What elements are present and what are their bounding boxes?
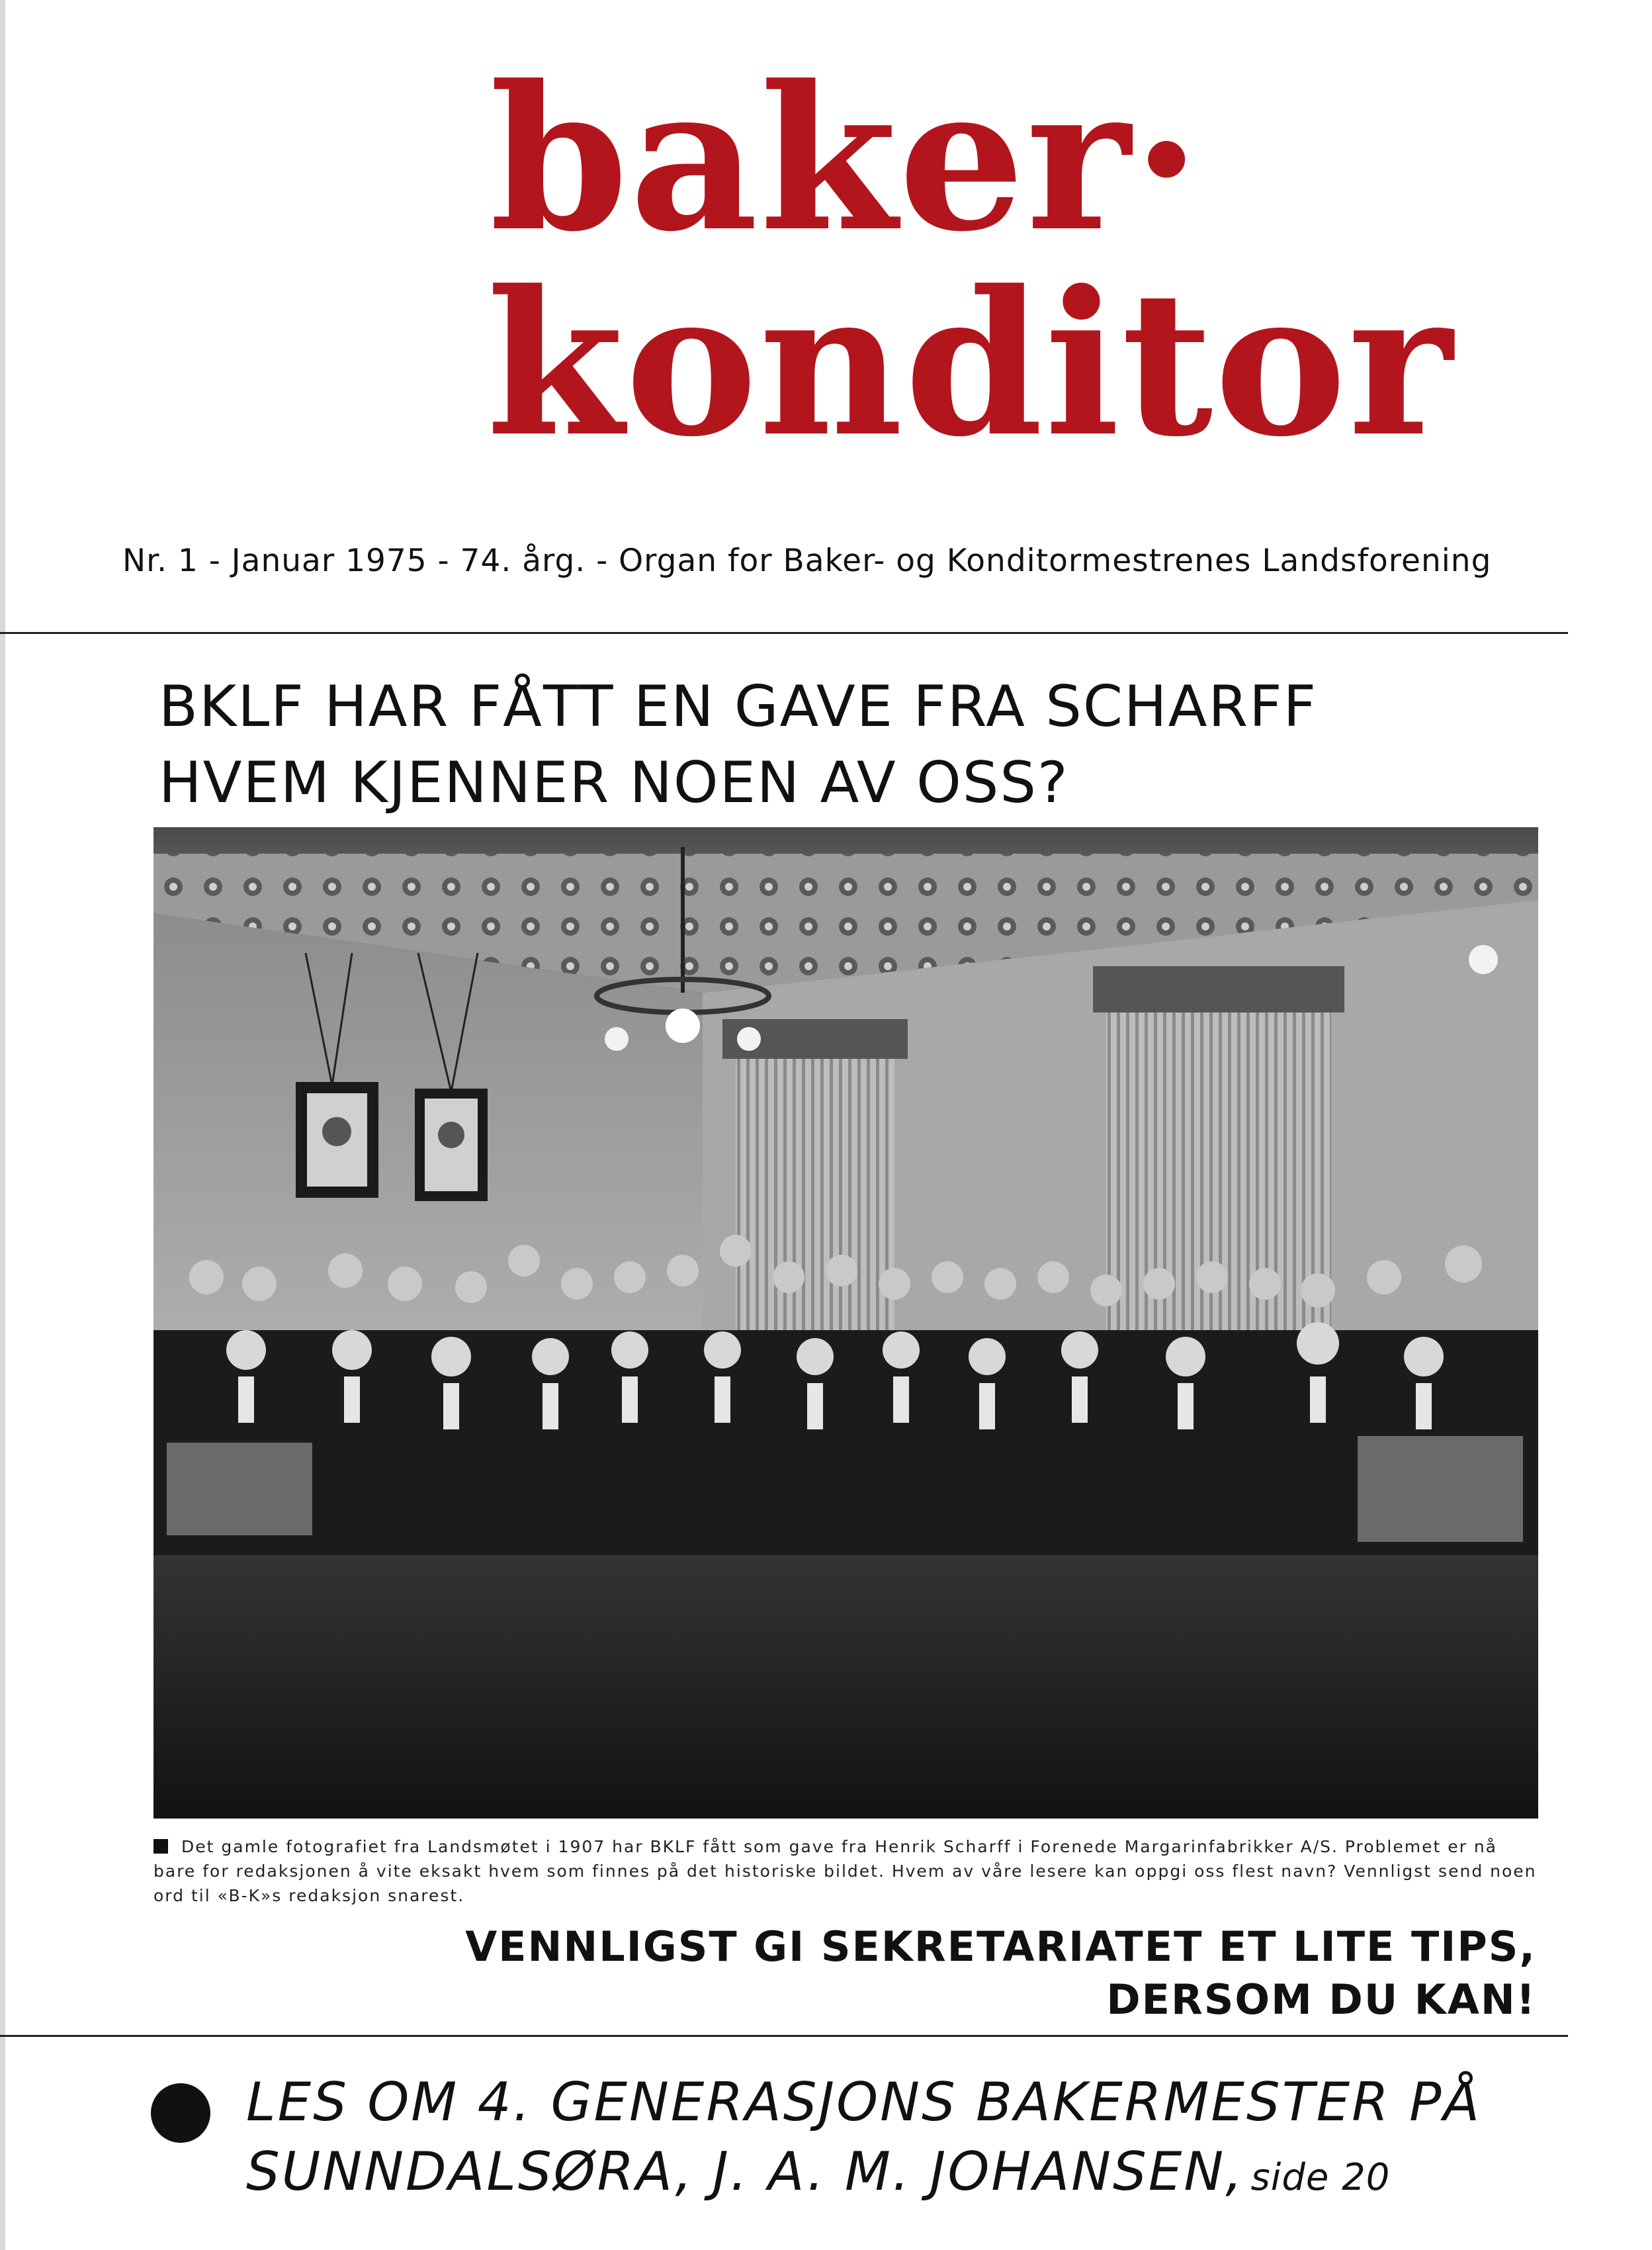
caption-text: Det gamle fotografiet fra Landsmøtet i 1907 har BKLF fått som gave fra Henrik Scharff i Forenede Margarinfabrikker A/S. Problemet er nå bare for redaksjonen å vite eksakt hvem som finnes på det historiske bildet. Hvem av våre lesere kan oppgi oss flest navn? Vennligst send noen ord til «B-K»s redaksjon snarest. (153, 1837, 1537, 1905)
masthead-title-line-1: baker· (490, 42, 1203, 275)
photo-caption (153, 1834, 1538, 1908)
historic-group-photo (153, 827, 1538, 1819)
call-to-action-line-2: DERSOM DU KAN! (1106, 1975, 1536, 2024)
teaser-line-1: LES OM 4. GENERASJONS BAKERMESTER PÅ (246, 2071, 1482, 2133)
headline-line-1: BKLF HAR FÅTT EN GAVE FRA SCHARFF (159, 674, 1318, 740)
divider-bottom (0, 2035, 1568, 2037)
masthead-title-line-2: konditor (486, 247, 1454, 480)
teaser-line-2 (246, 2141, 1390, 2202)
square-bullet-icon (153, 1839, 168, 1854)
divider-top (0, 632, 1568, 634)
call-to-action-line-1: VENNLIGST GI SEKRETARIATET ET LITE TIPS, (465, 1922, 1536, 1971)
page-edge (0, 0, 5, 2250)
teaser-line-2-text: SUNNDALSØRA, J. A. M. JOHANSEN, (246, 2141, 1244, 2202)
headline-line-2: HVEM KJENNER NOEN AV OSS? (159, 750, 1069, 816)
bullet-dot-icon (151, 2083, 210, 2143)
issue-line: Nr. 1 - Januar 1975 - 74. årg. - Organ for Baker- og Konditormestrenes Landsforening (122, 543, 1492, 579)
teaser-page-ref: side 20 (1250, 2156, 1391, 2199)
